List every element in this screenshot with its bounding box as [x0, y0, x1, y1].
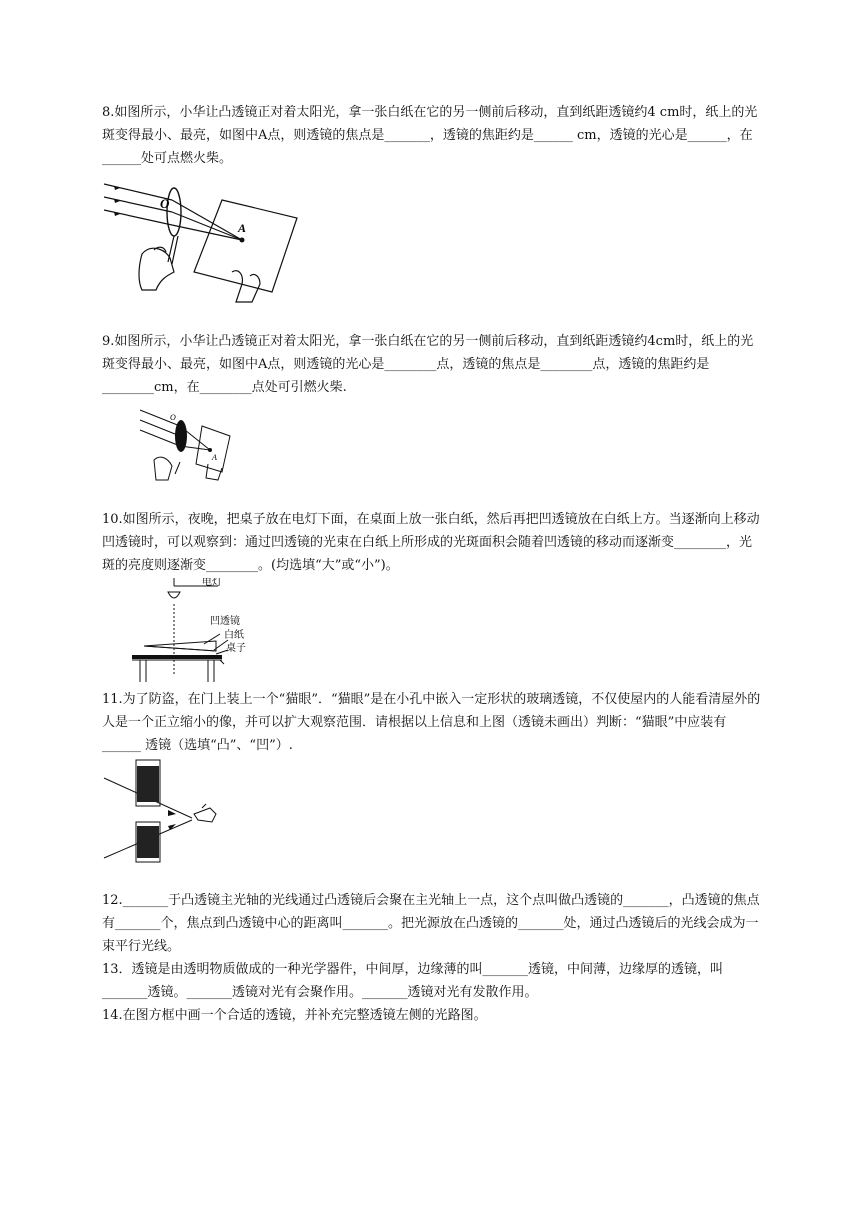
question-12-text: 12._______于凸透镜主光轴的光线通过凸透镜后会聚在主光轴上一点，这个点叫做凸透镜的_______，凸透镜的焦点有_______个，焦点到凸透镜中心的距离叫_______。把光源放在凸透镜的_______处，通过凸透镜后的光线会成为一束平行光线。 [102, 893, 760, 954]
question-10-text: 10.如图所示，夜晚，把桌子放在电灯下面，在桌面上放一张白纸，然后再把凹透镜放在白纸上方。当逐渐向上移动凹透镜时，可以观察到：通过凹透镜的光束在白纸上所形成的光斑面积会随着凹透镜的移动而逐渐变________，光斑的亮度则逐渐变________。(均选填“大”或“小”)。 [102, 512, 760, 573]
question-11 [102, 688, 762, 757]
question-14 [102, 1004, 762, 1027]
figure-8-label-o: O [160, 196, 170, 211]
figure-10-label-paper: 白纸 [224, 630, 244, 641]
question-8-text: 8.如图所示，小华让凸透镜正对着太阳光，拿一张白纸在它的另一侧前后移动，直到纸距透镜约4 cm时，纸上的光斑变得最小、最亮，如图中A点，则透镜的焦点是_______，透镜的焦距约是______ cm，透镜的光心是______，在______处可点燃火柴。 [102, 105, 758, 166]
figure-10-label-lamp: 电灯 [202, 578, 222, 588]
question-10 [102, 508, 762, 577]
figure-9-label-o: O [170, 413, 176, 422]
figure-10-label-table: 桌子 [226, 643, 246, 654]
question-11-text: 11.为了防盗，在门上装上一个“猫眼”．“猫眼”是在小孔中嵌入一定形状的玻璃透镜，不仅使屋内的人能看清屋外的人是一个正立缩小的像，并可以扩大观察范围．请根据以上信息和上图（透镜未画出）判断：“猫眼”中应装有 ______ 透镜（选填“凸”、“凹”）. [102, 692, 761, 753]
figure-9-convex-lens-sunlight [138, 406, 238, 486]
question-9 [102, 330, 762, 399]
figure-9-label-a: A [212, 453, 217, 462]
figure-8-convex-lens-sunlight [102, 172, 302, 322]
figure-10-label-lens: 凹透镜 [210, 616, 240, 627]
question-12 [102, 889, 762, 958]
question-13-text: 13．透镜是由透明物质做成的一种光学器件，中间厚，边缘薄的叫_______透镜，中间薄，边缘厚的透镜，叫_______透镜。_______透镜对光有会聚作用。_______透镜对光有发散作用。 [102, 962, 724, 1000]
figure-10-lamp-lens-table [132, 578, 282, 684]
figure-8-label-a: A [238, 221, 247, 235]
question-13 [102, 958, 762, 1004]
question-14-text: 14.在图方框中画一个合适的透镜，并补充完整透镜左侧的光路图。 [102, 1008, 487, 1023]
figure-11-peephole [102, 758, 222, 864]
question-9-text: 9.如图所示，小华让凸透镜正对着太阳光，拿一张白纸在它的另一侧前后移动，直到纸距透镜约4cm时，纸上的光斑变得最小、最亮，如图中A点，则透镜的光心是________点，透镜的焦点是________点，透镜的焦距约是________cm，在________点处可引燃火柴. [102, 334, 754, 395]
question-8 [102, 101, 762, 170]
